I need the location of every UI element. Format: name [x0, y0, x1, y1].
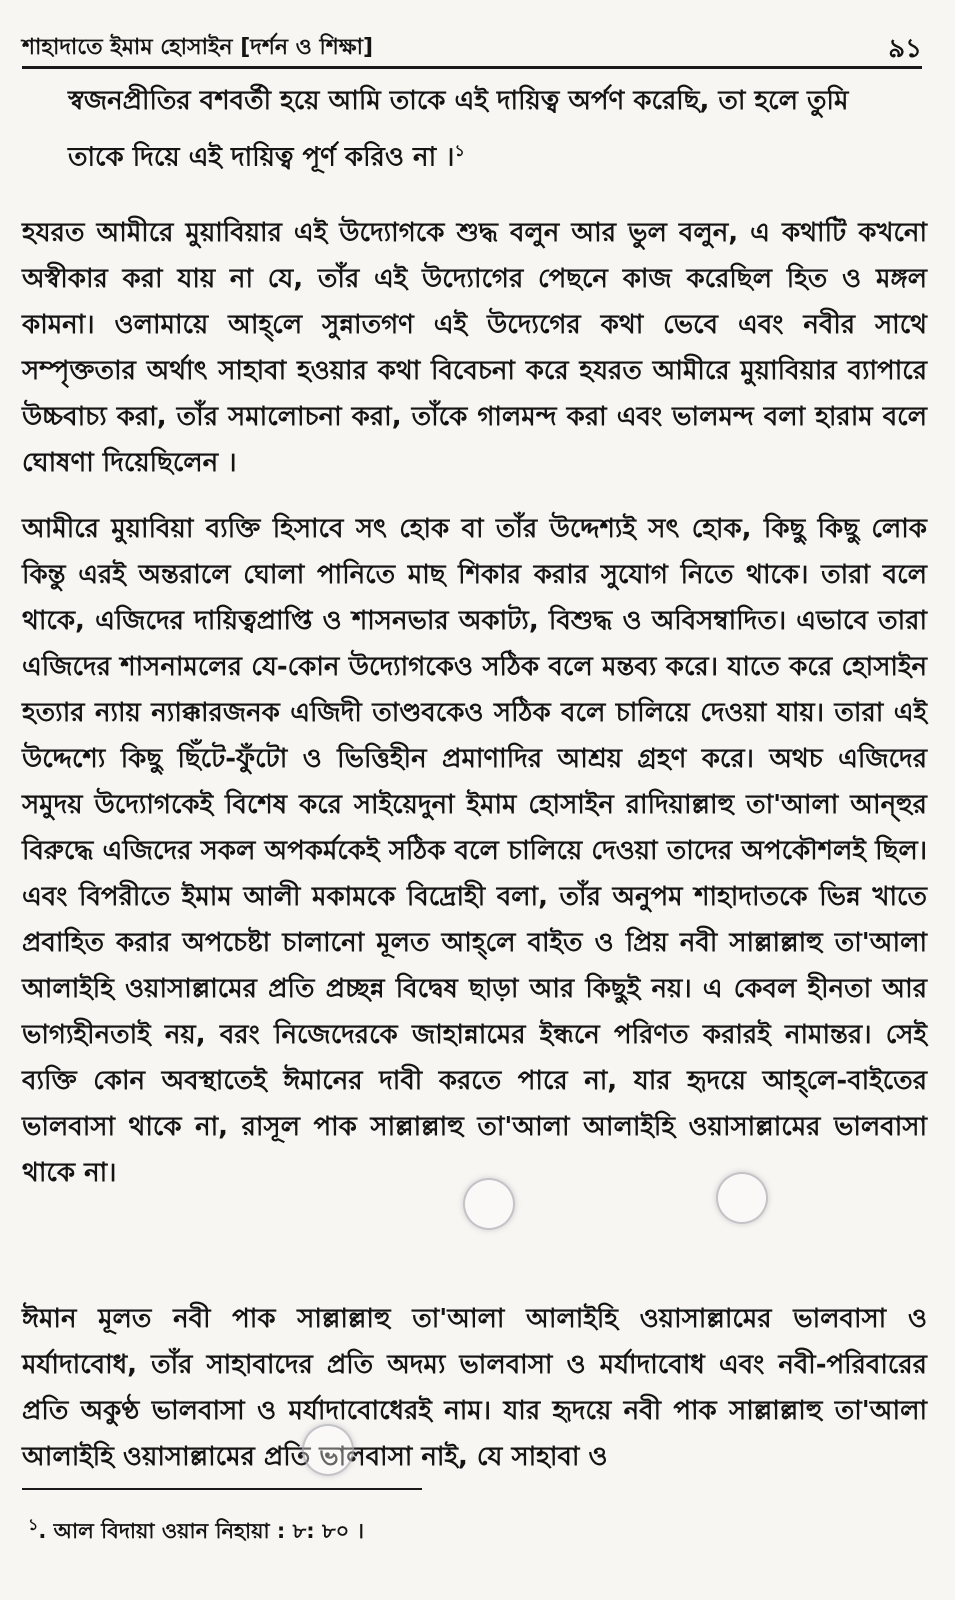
paragraph-1: হযরত আমীরে মুয়াবিয়ার এই উদ্যোগকে শুদ্ধ বলুন আর ভুল বলুন, এ কথাটি কখনো অস্বীকার করা যায় না যে, তাঁর এই উদ্যোগের পেছনে কাজ করেছিল হিত ও মঙ্গল কামনা। ওলামায়ে আহ্‌লে সুন্নাতগণ এই উদ্যেগের কথা ভেবে এবং নবীর সাথে সম্পৃক্ততার অর্থাৎ সাহাবা হওয়ার কথা বিবেচনা করে হযরত আমীরে মুয়াবিয়ার ব্যাপারে উচ্চবাচ্য করা, তাঁর সমালোচনা করা, তাঁকে গালমন্দ করা এবং ভালমন্দ বলা হারাম বলে ঘোষণা দিয়েছিলেন । [22, 218, 927, 478]
footnote-mark: ১ [28, 1515, 39, 1534]
touch-indicator-icon [463, 1178, 515, 1230]
quote-text: স্বজনপ্রীতির বশবর্তী হয়ে আমি তাকে এই দায়িত্ব অর্পণ করেছি, তা হলে তুমি তাকে দিয়ে এই দায়িত্ব পূর্ণ করিও না । [68, 86, 849, 173]
footnote-divider [22, 1488, 422, 1490]
touch-indicator-icon [302, 1424, 354, 1476]
page-number: ৯১ [888, 34, 922, 64]
page-header [22, 22, 922, 69]
footnote-text: . আল বিদায়া ওয়ান নিহায়া : ৮: ৮০ । [38, 1519, 365, 1543]
paragraph-2: আমীরে মুয়াবিয়া ব্যক্তি হিসাবে সৎ হোক বা তাঁর উদ্দেশ্যই সৎ হোক, কিছু কিছু লোক কিন্তু এরই অন্তরালে ঘোলা পানিতে মাছ শিকার করার সুযোগ নিতে থাকে। তারা বলে থাকে, এজিদের দায়িত্বপ্রাপ্তি ও শাসনভার অকাট্য, বিশুদ্ধ ও অবিসম্বাদিত। এভাবে তারা এজিদের শাসনামলের যে-কোন উদ্যোগকেও সঠিক বলে মন্তব্য করে। যাতে করে হোসাইন হত্যার ন্যায় ন্যাক্কারজনক এজিদী তাণ্ডবকেও সঠিক বলে চালিয়ে দেওয়া যায়। তারা এই উদ্দেশ্যে কিছু ছিঁটে-ফুঁটো ও ভিত্তিহীন প্রমাণাদির আশ্রয় গ্রহণ করে। অথচ এজিদের সমুদয় উদ্যোগকেই বিশেষ করে সাইয়েদুনা ইমাম হোসাইন রাদিয়াল্লাহু তা'আলা আন্‌হুর বিরুদ্ধে এজিদের সকল অপকর্মকেই সঠিক বলে চালিয়ে দেওয়া তাদের অপকৌশলই ছিল। এবং বিপরীতে ইমাম আলী মকামকে বিদ্রোহী বলা, তাঁর অনুপম শাহাদাতকে ভিন্ন খাতে প্রবাহিত করার অপচেষ্টা চালানো মূলত আহ্‌লে বাইত ও প্রিয় নবী সাল্লাল্লাহু তা'আলা আলাইহি ওয়াসাল্লামের প্রতি প্রচ্ছন্ন বিদ্বেষ ছাড়া আর কিছুই নয়। এ কেবল হীনতা আর ভাগ্যহীনতাই নয়, বরং নিজেদেরকে জাহান্নামের ইন্ধনে পরিণত করারই নামান্তর। সেই ব্যক্তি কোন অবস্থাতেই ঈমানের দাবী করতে পারে না, যার হৃদয়ে আহ্‌লে-বাইতের ভালবাসা থাকে না, রাসূল পাক সাল্লাল্লাহু তা'আলা আলাইহি ওয়াসাল্লামের ভালবাসা থাকে না। [22, 514, 927, 1188]
footnote [28, 1512, 364, 1550]
paragraph-3: ঈমান মূলত নবী পাক সাল্লাল্লাহু তা'আলা আলাইহি ওয়াসাল্লামের ভালবাসা ও মর্যাদাবোধ, তাঁর সাহাবাদের প্রতি অদম্য ভালবাসা ও মর্যাদাবোধ এবং নবী-পরিবারের প্রতি অকুণ্ঠ ভালবাসা ও মর্যাদাবোধেরই নাম। যার হৃদয়ে নবী পাক সাল্লাল্লাহু তা'আলা আলাইহি ওয়াসাল্লামের প্রতি ভালবাসা নাই, যে সাহাবা ও [22, 1304, 927, 1472]
running-title: শাহাদাতে ইমাম হোসাইন [দর্শন ও শিক্ষা] [22, 35, 374, 60]
footnote-reference: ১ [454, 141, 465, 160]
touch-indicator-icon [716, 1172, 768, 1224]
block-quote [68, 76, 868, 183]
